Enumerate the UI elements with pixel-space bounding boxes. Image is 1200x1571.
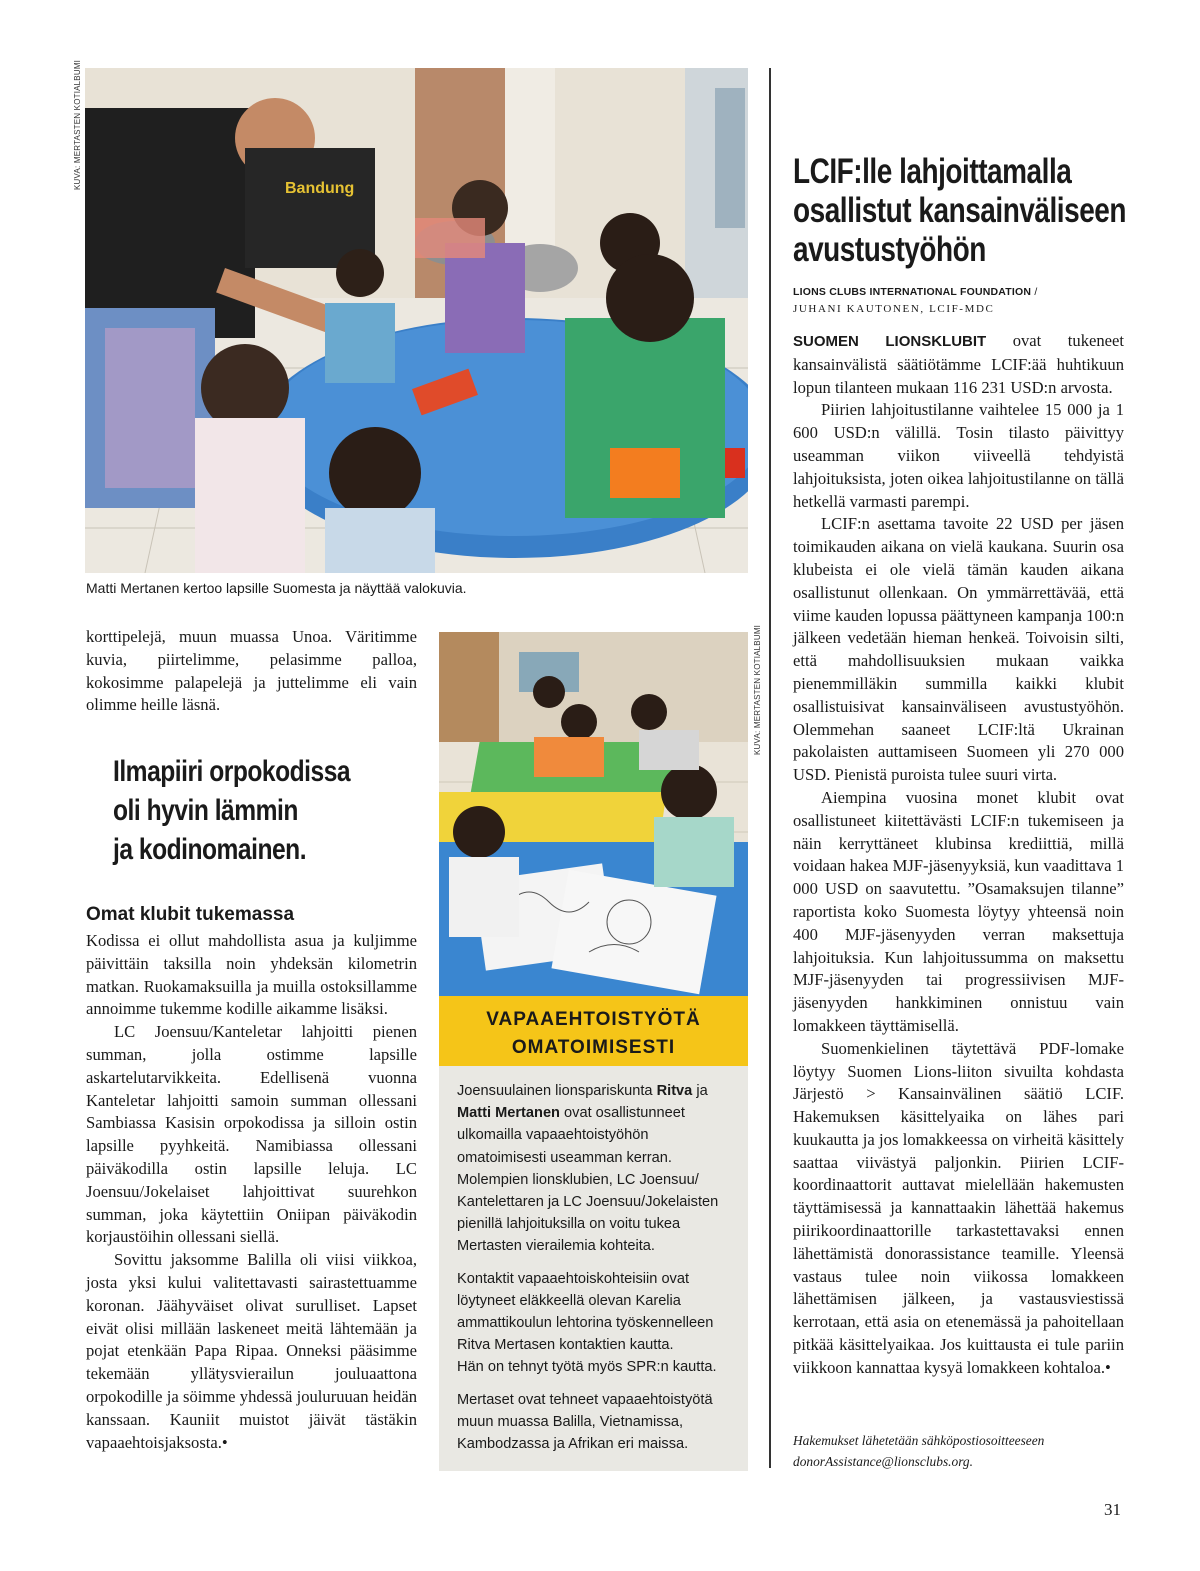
article-headline: [793, 152, 1129, 269]
column-divider: [769, 68, 771, 1468]
byline-organization: LIONS CLUBS INTERNATIONAL FOUNDATION: [793, 286, 1032, 298]
right-paragraph: Suomenkielinen täytettävä PDF-lomake löytyy Suomen Lions-liiton sivuilta kohdasta Järjestö > Kansainvälinen säätiö LCIF. Hakemuksen käsittelyaika on lähes pari kuukautta ja jos lomakkeessa on virheitä käsittely saattaa viivästyä paljonkin. Piirien LCIF-koordinaattorit auttavat mielellään hakemusten täyttämisessä ja kannattaakin lähettää hakemus piirikoordinaattorille tarkastettavaksi ennen lähettämistä donorassistance teamille. Yleensä vastaus tulee noin viikossa lomakkeen lähettämisen jälkeen, ja vastausviestissä kerrotaan, että asia on etenemässä ja pahoitellaan pitkää käsittelyaikaa. Jos kuittausta ei tule pariin viikkoon kannattaa kysyä lomakkeen kohtaloa.•: [793, 1038, 1124, 1377]
left-paragraph: Kodissa ei ollut mahdollista asua ja kuljimme päivittäin taksilla noin yhdeksän kilometrin matkan. Ruokamaksuilla ja muilla ostoksillamme annoimme tukemme kodille aikamme lisäksi.: [86, 931, 417, 1019]
sidebar-paragraph-1: Joensuulainen lionspariskunta Ritva ja Matti Mertanen ovat osallistunneet ulkomailla vapaaehtoistyöhön omatoimisesti useamman kerran. Molempien lionsklubien, LC Joensuu/ Kantelettaren ja LC Joensuu/Jokelaisten pienillä lahjoituksilla on voitu tukea Mertasten vierailemia kohteita.: [457, 1083, 719, 1255]
pullquote-line-1: Ilmapiiri orpokodissa: [113, 755, 351, 788]
sidebar-heading: [439, 996, 748, 1076]
left-paragraph: Sovittu jaksomme Balilla oli viisi viikkoa, josta yksi kului valitettavasti sairastettuamme koronan. Jäähyväiset olivat surulliset. Lapset eivät olisi millään laskeneet meitä lähtemään ja pojat etenkään Papa Ripaa. Onneksi pääsimme tekemään yllätysvierailun jouluaattona orpokodille ja söimme yhdessä jouluruuan heidän kanssaan. Kauniit muistot jäivät tästäkin vapaaehtoisjaksosta.•: [86, 1250, 417, 1452]
sidebar-box: [439, 1066, 748, 1471]
left-body-text: [86, 930, 417, 1454]
photo-illustration: [85, 68, 748, 573]
headline-line-2: osallistut kansainväliseen: [793, 191, 1127, 230]
footnote-line-1: Hakemukset lähetetään sähköpostiosoitteeseen: [793, 1433, 1045, 1448]
right-paragraph: LCIF:n asettama tavoite 22 USD per jäsen toimikauden aikana on vielä kaukana. Suurin osa klubeista ei ole vielä tämän kauden aikana osallistunut ollenkaan. On ymmärrettävää, että viime kauden lopussa päättyneen kampanja 100:n jälkeen vedetään hieman henkeä. Toivoisin silti, että mahdollisuuksien mukaan vaikka pienemmilläkin summilla kaikki klubit osallistuisivat kansainväliseen avustustyöhön. Olemmehan saaneet LCIF:ltä Ukrainan pakolaisten auttamiseen Suomeen yli 270 000 USD. Pienistä puroista tulee suuri virta.: [793, 514, 1124, 785]
pullquote: [113, 752, 408, 869]
right-paragraph-lead: SUOMEN LIONSKLUBIT ovat tukeneet kansainvälistä säätiötämme LCIF:ää huhtikuun lopun tilanteen mukaan 116 231 USD:n arvosta.: [793, 331, 1124, 397]
photo-credit-2: KUVA: MERTASTEN KOTIALBUMI: [753, 624, 762, 755]
name-ritva: Ritva: [656, 1083, 693, 1099]
photo1-caption: Matti Mertanen kertoo lapsille Suomesta ja näyttää valokuvia.: [86, 580, 467, 596]
right-paragraph: Aiempina vuosina monet klubit ovat osallistuneet kiitettävästi LCIF:n tukemiseen ja näin kerryttäneet klubinsa krediittiä, millä voidaan hakea MJF-jäsenyyksiä, kun vaadittava 1 000 USD on saavutettu. ”Osamaksujen tilanne” raportista koko Suomesta löytyy yhteensä noin 400 MJF-jäsenyyden verran maksettuja lahjoituksia. Kun lahjoitussumma on maksettu MJF-jäsenyyden tai progressiivisen MJF-jäsenyyden hankkiminen onnistuu vain lomakkeen täyttämisellä.: [793, 787, 1124, 1035]
page-number: 31: [1104, 1500, 1121, 1519]
sidebar-paragraph-2: Kontaktit vapaaehtoiskohteisiin ovat löytyneet eläkkeellä olevan Karelia ammattikoulun lehtorina työskennelleen Ritva Mertasen kontaktien kautta.: [457, 1270, 714, 1354]
photo-children-at-table: [85, 68, 748, 573]
right-paragraph: Piirien lahjoitustilanne vaihtelee 15 000 ja 1 600 USD:n välillä. Tosin tilasto päivittyy useamman viikon viiveellä tehdyistä lahjoituksista, joten oikea lahjoitustilanne on tällä hetkellä varmasti parempi.: [793, 400, 1124, 511]
photo-children-coloring: [439, 632, 748, 996]
byline-author: JUHANI KAUTONEN, LCIF-MDC: [793, 303, 995, 315]
footnote: [793, 1430, 1124, 1472]
left-paragraph: LC Joensuu/Kanteletar lahjoitti pienen summan, jolla ostimme lapsille askartelutarvikkeita. Edellisenä vuonna Kanteletar lahjoitti samoin summan ollessani Sambiassa Kasisin orpokodissa ja silloin ostin lapsille pyyhkeitä. Namibiassa ollessani päiväkodilla ostin lapsille leluja. LC Joensuu/Jokelaiset lahjoittivat suurehkon summan, joka käytettiin Oniipan päiväkodin korjaustöihin ollessani siellä.: [86, 1022, 417, 1247]
pullquote-line-3: ja kodinomainen.: [113, 833, 307, 866]
lead-in: SUOMEN LIONSKLUBIT: [793, 333, 987, 350]
pullquote-line-2: oli hyvin lämmin: [113, 794, 298, 827]
photo-illustration: [439, 632, 748, 996]
section-subheading: Omat klubit tukemassa: [86, 904, 295, 925]
intro-paragraph: korttipelejä, muun muassa Unoa. Väritimme kuvia, piirtelimme, pelasimme palloa, kokosimme palapelejä ja juttelimme eli vain olimme heille läsnä.: [86, 627, 417, 715]
sidebar-paragraph-2b: Hän on tehnyt työtä myös SPR:n kautta.: [457, 1359, 717, 1376]
left-intro-paragraph: [86, 626, 417, 717]
headline-line-3: avustustyöhön: [793, 230, 986, 269]
sidebar-paragraph-3: Mertaset ovat tehneet vapaaehtoistyötä muun muassa Balilla, Vietnamissa, Kambodzassa ja Afrikan eri maissa.: [457, 1391, 713, 1453]
byline: LIONS CLUBS INTERNATIONAL FOUNDATION / JUHANI KAUTONEN, LCIF-MDC: [793, 286, 1038, 315]
headline-line-1: LCIF:lle lahjoittamalla: [793, 152, 1072, 191]
photo-credit-1: KUVA: MERTASTEN KOTIALBUMI: [73, 59, 82, 190]
sidebar-heading-line-2: OMATOIMISESTI: [511, 1037, 676, 1058]
right-body-text: [793, 330, 1124, 1380]
name-matti: Matti Mertanen: [457, 1105, 560, 1122]
footnote-email[interactable]: donorAssistance@lionsclubs.org.: [793, 1454, 973, 1469]
sidebar-heading-line-1: VAPAAEHTOISTYÖTÄ: [486, 1009, 701, 1030]
shirt-print-text: Bandung: [285, 180, 355, 197]
